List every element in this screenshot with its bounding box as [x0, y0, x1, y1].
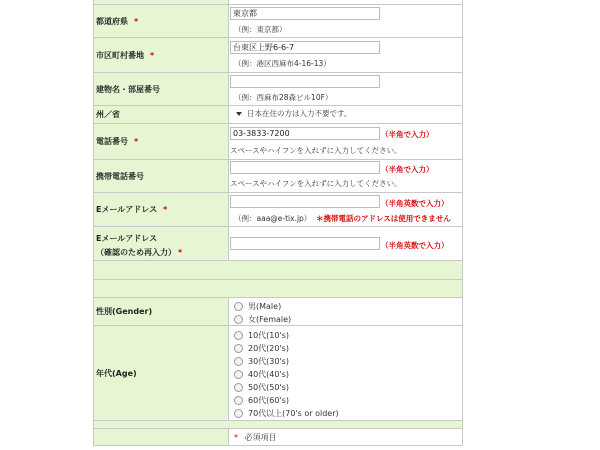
- radio-button-icon[interactable]: [234, 302, 243, 311]
- building-label: 建物名・部屋番号: [94, 73, 229, 105]
- radio-button-icon[interactable]: [234, 396, 243, 405]
- blank-row: [94, 280, 462, 298]
- age-option-30s[interactable]: 30代(30's): [234, 356, 289, 367]
- email-confirm-input[interactable]: [230, 237, 380, 250]
- email-input[interactable]: [230, 195, 380, 208]
- radio-button-icon[interactable]: [234, 383, 243, 392]
- gender-row: [94, 298, 462, 326]
- prefecture-input[interactable]: 東京都: [230, 7, 380, 20]
- age-option-40s[interactable]: 40代(40's): [234, 369, 289, 380]
- radio-button-icon[interactable]: [234, 370, 243, 379]
- radio-button-icon[interactable]: [234, 344, 243, 353]
- age-option-20s[interactable]: 20代(20's): [234, 343, 289, 354]
- phone-row: [94, 124, 462, 160]
- state-row: [94, 106, 462, 124]
- phone-note: スペースやハイフンを入れずに入力してください。: [230, 146, 402, 155]
- building-input[interactable]: [230, 75, 380, 88]
- mobile-label: 携帯電話番号: [94, 160, 229, 192]
- required-mark: *: [150, 50, 155, 60]
- prefecture-label: 都道府県 *: [94, 5, 229, 37]
- radio-button-icon[interactable]: [234, 315, 243, 324]
- phone-label: 電話番号 *: [94, 124, 229, 159]
- required-legend: * 必須項目: [234, 433, 277, 442]
- radio-button-icon[interactable]: [234, 409, 243, 418]
- age-option-10s[interactable]: 10代(10's): [234, 330, 289, 341]
- gender-label: 性別(Gender): [94, 298, 229, 325]
- email-row: [94, 193, 462, 227]
- registration-form: [93, 0, 463, 446]
- blank-row: [94, 261, 462, 280]
- chevron-down-icon: [236, 112, 242, 116]
- footer-row: [94, 429, 462, 446]
- email-hint: （半角英数で入力）: [381, 199, 449, 208]
- age-option-60s[interactable]: 60代(60's): [234, 395, 289, 406]
- mobile-note: スペースやハイフンを入れずに入力してください。: [230, 179, 402, 188]
- mobile-input[interactable]: [230, 161, 380, 174]
- email-confirm-hint: （半角英数で入力）: [381, 241, 449, 250]
- required-mark: *: [178, 248, 183, 257]
- phone-input[interactable]: 03-3833-7200: [230, 127, 380, 140]
- gender-option-male[interactable]: 男(Male): [234, 301, 281, 312]
- required-mark: *: [234, 433, 238, 442]
- required-mark: *: [163, 205, 168, 214]
- address-input[interactable]: 台東区上野6-6-7: [230, 41, 380, 54]
- age-option-50s[interactable]: 50代(50's): [234, 382, 289, 393]
- email-confirm-label: Eメールアドレス （確認のため再入力） *: [94, 227, 229, 260]
- prefecture-example: （例：東京都）: [234, 25, 287, 34]
- address-label: 市区町村番地 *: [94, 38, 229, 72]
- required-mark: *: [134, 16, 139, 26]
- mobile-hint: （半角で入力）: [381, 165, 434, 174]
- radio-button-icon[interactable]: [234, 357, 243, 366]
- prefecture-row: [94, 5, 462, 38]
- building-example: （例：西麻布28森ビル10F）: [234, 93, 333, 102]
- email-confirm-row: [94, 227, 462, 261]
- age-option-70s-plus[interactable]: 70代以上(70's or older): [234, 408, 339, 419]
- radio-button-icon[interactable]: [234, 331, 243, 340]
- blank-row: [94, 421, 462, 429]
- address-row: [94, 38, 462, 73]
- mobile-row: [94, 160, 462, 193]
- gender-option-female[interactable]: 女(Female): [234, 314, 291, 325]
- state-label: 州／省: [94, 106, 229, 123]
- building-row: [94, 73, 462, 106]
- email-label: Eメールアドレス *: [94, 193, 229, 226]
- email-warning: ＊携帯電話のアドレスは使用できません: [316, 214, 451, 223]
- state-select[interactable]: 日本在住の方は入力不要です。: [236, 108, 351, 119]
- age-row: [94, 326, 462, 421]
- phone-hint: （半角で入力）: [381, 130, 434, 139]
- email-example: （例：aaa@e-tix.jp）: [234, 214, 312, 223]
- required-mark: *: [134, 137, 139, 146]
- address-example: （例：港区西麻布4-16-13）: [234, 59, 331, 68]
- age-label: 年代(Age): [94, 326, 229, 420]
